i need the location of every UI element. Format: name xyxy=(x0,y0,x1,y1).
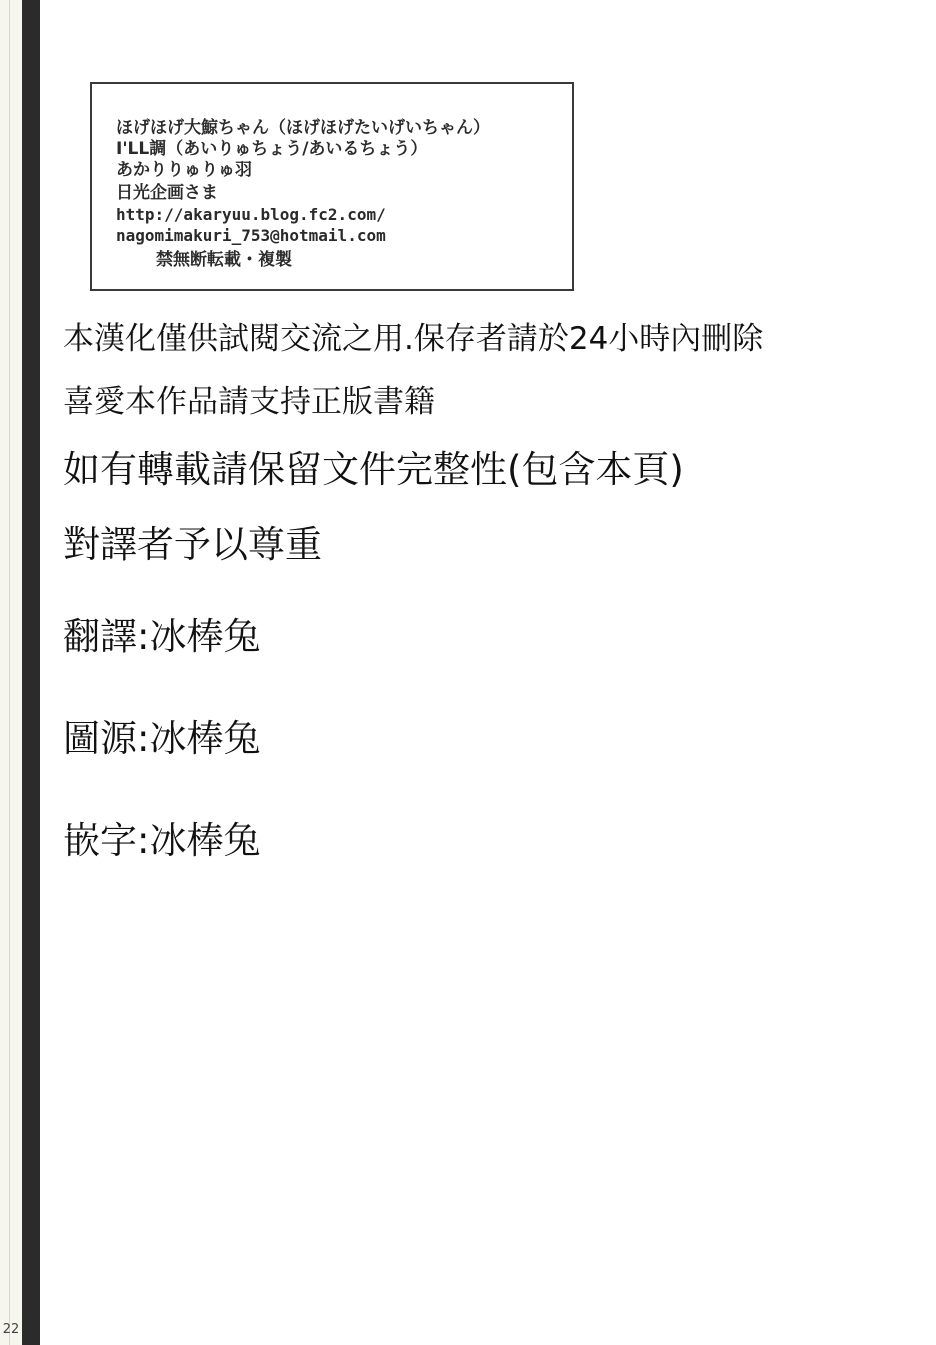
margin-guide-line xyxy=(9,0,10,1345)
page-number: 22 xyxy=(2,1322,20,1337)
notice-usage-line: 本漢化僅供試閱交流之用.保存者請於24小時內刪除 xyxy=(63,321,764,357)
credit-author-line: あかりりゅりゅ羽 xyxy=(116,160,252,180)
left-margin xyxy=(0,0,22,1345)
credit-publisher-line: 日光企画さま xyxy=(116,183,218,203)
notice-support-line: 喜愛本作品請支持正版書籍 xyxy=(63,384,435,420)
credit-copyright-notice: 禁無断転載・複製 xyxy=(156,250,292,270)
spine-bar xyxy=(22,0,40,1345)
notice-respect-line: 對譯者予以尊重 xyxy=(63,523,322,566)
notice-repost-line: 如有轉載請保留文件完整性(包含本頁) xyxy=(63,448,684,491)
staff-image-source: 圖源:冰棒兔 xyxy=(63,717,261,760)
staff-typesetting: 嵌字:冰棒兔 xyxy=(63,819,261,862)
credit-box xyxy=(90,82,574,291)
staff-translator: 翻譯:冰棒兔 xyxy=(63,615,261,658)
credit-circle-line: ほげほげ大鯨ちゃん（ほげほげたいげいちゃん） xyxy=(116,118,490,138)
credit-email: nagomimakuri_753@hotmail.com xyxy=(116,226,386,245)
credit-url: http://akaryuu.blog.fc2.com/ xyxy=(116,205,386,224)
credit-circle-alt-line: I'LL調（あいりゅちょう/あいるちょう） xyxy=(116,139,428,159)
